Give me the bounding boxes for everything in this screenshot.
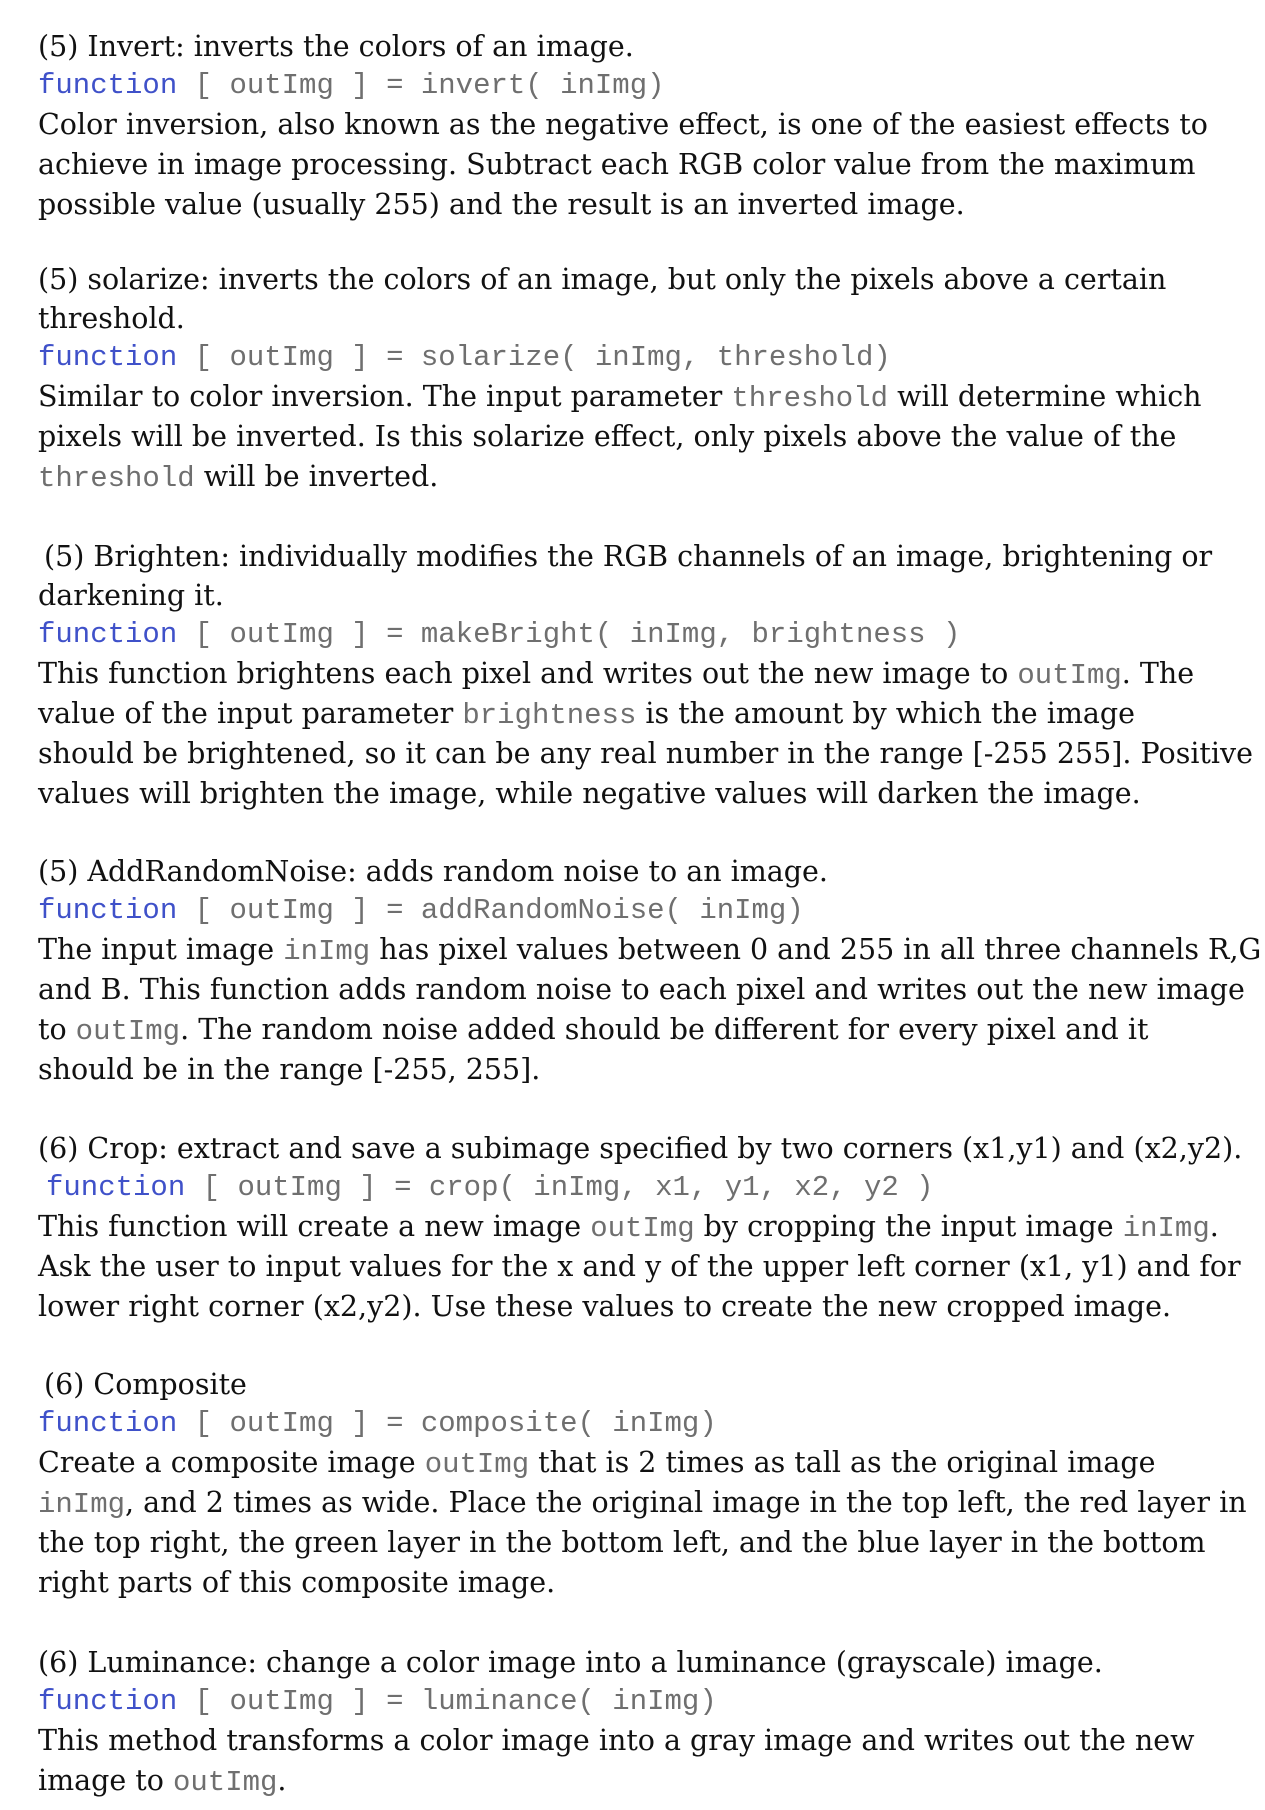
section-luminance (38, 1643, 1238, 1801)
description-line (38, 694, 1238, 734)
description-text: . The (1121, 657, 1195, 690)
param-name: inImg (1122, 1212, 1210, 1245)
description-text: by cropping the input image (694, 1210, 1123, 1243)
description-text: will be inverted. (194, 460, 439, 493)
param-name: threshold (38, 462, 195, 495)
signature-text: [ outImg ] = makeBright( inImg, brightness ) (177, 618, 961, 651)
description-line: the top right, the green layer in the bottom left, and the blue layer in the bottom (38, 1526, 1206, 1559)
description-text: . The random noise added should be different for every pixel and it (180, 1013, 1149, 1046)
param-name: inImg (283, 935, 371, 968)
description-line (38, 457, 1238, 497)
description-text: value of the input parameter (38, 697, 463, 730)
function-signature (38, 1682, 1238, 1721)
param-name: threshold (731, 382, 889, 415)
signature-text: [ outImg ] = composite( inImg) (177, 1407, 717, 1440)
description-line: should be brightened, so it can be any real number in the range [-255 255]. Positive (38, 737, 1253, 770)
section-heading: (6) Composite (44, 1368, 247, 1401)
description-line (38, 930, 1262, 970)
description-text: is the amount by which the image (636, 697, 1135, 730)
signature-text: [ outImg ] = invert( inImg) (177, 69, 665, 102)
signature-text: [ outImg ] = crop( inImg, x1, y1, x2, y2 ) (185, 1171, 934, 1204)
param-name: outImg (172, 1766, 278, 1799)
section-heading: (5) solarize: inverts the colors of an image, but only the pixels above a certain (38, 263, 1167, 296)
description-text: . (277, 1764, 287, 1797)
description-text: This function brightens each pixel and writes out the new image to (38, 657, 1018, 690)
description-text: will determine which (888, 380, 1202, 413)
description-text: This function will create a new image (38, 1210, 591, 1243)
section-heading: (5) Brighten: individually modifies the RGB channels of an image, brightening or (44, 540, 1213, 573)
param-name: outImg (75, 1015, 181, 1048)
signature-text: [ outImg ] = luminance( inImg) (177, 1685, 717, 1718)
function-keyword: function (38, 69, 178, 102)
section-brighten (38, 537, 1253, 814)
description-line (38, 1483, 1247, 1523)
section-heading-continued: darkening it. (38, 579, 224, 612)
param-name: inImg (38, 1488, 126, 1521)
function-signature (38, 891, 1238, 930)
description-line: lower right corner (x2,y2). Use these values to create the new cropped image. (38, 1290, 1172, 1323)
section-add-random-noise (38, 852, 1262, 1090)
section-heading: (6) Luminance: change a color image into a luminance (grayscale) image. (38, 1646, 1103, 1679)
function-signature (38, 66, 1238, 105)
function-signature (38, 1404, 1238, 1443)
description-text: Similar to color inversion. The input parameter (38, 380, 732, 413)
description-line: values will brighten the image, while negative values will darken the image. (38, 777, 1141, 810)
param-name: outImg (590, 1212, 695, 1245)
description-line: possible value (usually 255) and the result is an inverted image. (38, 188, 965, 221)
function-signature (38, 615, 1238, 654)
function-keyword: function (38, 894, 178, 927)
description-line (38, 654, 1238, 694)
param-name: outImg (424, 1448, 530, 1481)
signature-text: [ outImg ] = solarize( inImg, threshold) (177, 341, 891, 374)
description-text: . (1209, 1210, 1219, 1243)
param-name: brightness (462, 699, 637, 732)
function-keyword: function (46, 1171, 186, 1204)
description-line: Color inversion, also known as the negative effect, is one of the easiest effects to (38, 108, 1208, 141)
description-text: to (38, 1013, 76, 1046)
description-line: should be in the range [-255, 255]. (38, 1053, 541, 1086)
param-name: outImg (1017, 659, 1122, 692)
section-heading: (6) Crop: extract and save a subimage specified by two corners (x1,y1) and (x2,y2). (38, 1132, 1243, 1165)
section-heading: (5) Invert: inverts the colors of an image. (38, 30, 634, 63)
description-line: and B. This function adds random noise to each pixel and writes out the new image (38, 973, 1245, 1006)
section-crop (38, 1129, 1243, 1327)
description-line (38, 377, 1238, 417)
description-line (38, 1207, 1238, 1247)
description-line (38, 1443, 1238, 1483)
description-line: Ask the user to input values for the x and y of the upper left corner (x1, y1) and for (38, 1250, 1241, 1283)
description-line: achieve in image processing. Subtract each RGB color value from the maximum (38, 148, 1196, 181)
description-text: that is 2 times as tall as the original image (529, 1446, 1156, 1479)
section-solarize (38, 260, 1238, 497)
description-line: This method transforms a color image into a gray image and writes out the new (38, 1724, 1195, 1757)
description-text: image to (38, 1764, 173, 1797)
section-heading-continued: threshold. (38, 302, 185, 335)
function-signature (38, 1168, 1238, 1207)
function-keyword: function (38, 1685, 178, 1718)
function-keyword: function (38, 1407, 178, 1440)
function-keyword: function (38, 618, 178, 651)
description-line (38, 1761, 1238, 1801)
section-composite (38, 1365, 1247, 1603)
description-line: pixels will be inverted. Is this solarize effect, only pixels above the value of the (38, 420, 1177, 453)
description-line (38, 1010, 1238, 1050)
description-line: right parts of this composite image. (38, 1566, 556, 1599)
function-signature (38, 338, 1238, 377)
description-text: The input image (38, 933, 284, 966)
signature-text: [ outImg ] = addRandomNoise( inImg) (177, 894, 804, 927)
description-text: has pixel values between 0 and 255 in all three channels R,G (370, 933, 1262, 966)
section-invert (38, 27, 1238, 225)
function-keyword: function (38, 341, 178, 374)
description-text: , and 2 times as wide. Place the original image in the top left, the red layer in (125, 1486, 1247, 1519)
description-text: Create a composite image (38, 1446, 425, 1479)
section-heading: (5) AddRandomNoise: adds random noise to an image. (38, 855, 828, 888)
